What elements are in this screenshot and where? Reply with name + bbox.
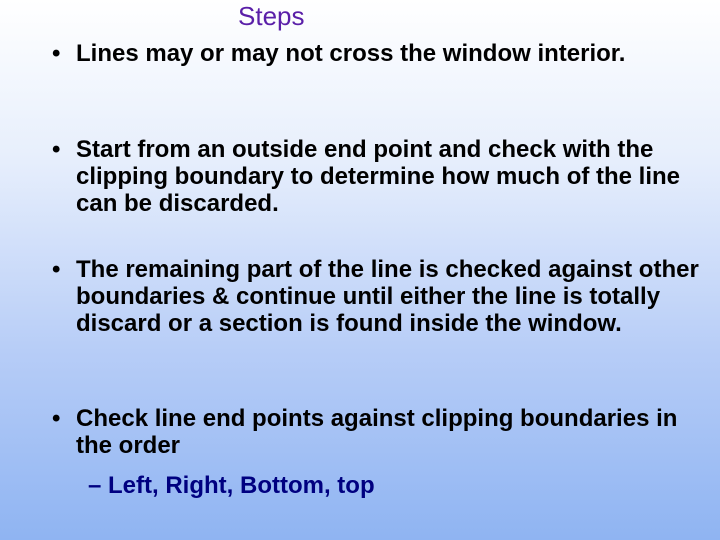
bullet-glyph: •	[52, 256, 61, 283]
bullet-glyph: •	[52, 405, 61, 432]
bullet-text: Check line end points against clipping boundaries in the order	[76, 405, 678, 459]
bullet-item	[52, 40, 712, 67]
bullet-text: The remaining part of the line is checked against other boundaries & continue until either the line is totally discard or a section is found inside the window.	[76, 256, 699, 337]
page-title: Steps	[238, 1, 305, 31]
bullet-item	[52, 136, 712, 217]
bullet-item	[52, 405, 712, 459]
bullet-item	[52, 256, 712, 337]
bullet-text: Start from an outside end point and check with the clipping boundary to determine how much of the line can be discarded.	[76, 136, 681, 217]
sub-bullet-item: – Left, Right, Bottom, top	[88, 472, 375, 499]
bullet-glyph: •	[52, 136, 61, 163]
bullet-text: Lines may or may not cross the window interior.	[76, 40, 626, 67]
bullet-glyph: •	[52, 40, 61, 67]
